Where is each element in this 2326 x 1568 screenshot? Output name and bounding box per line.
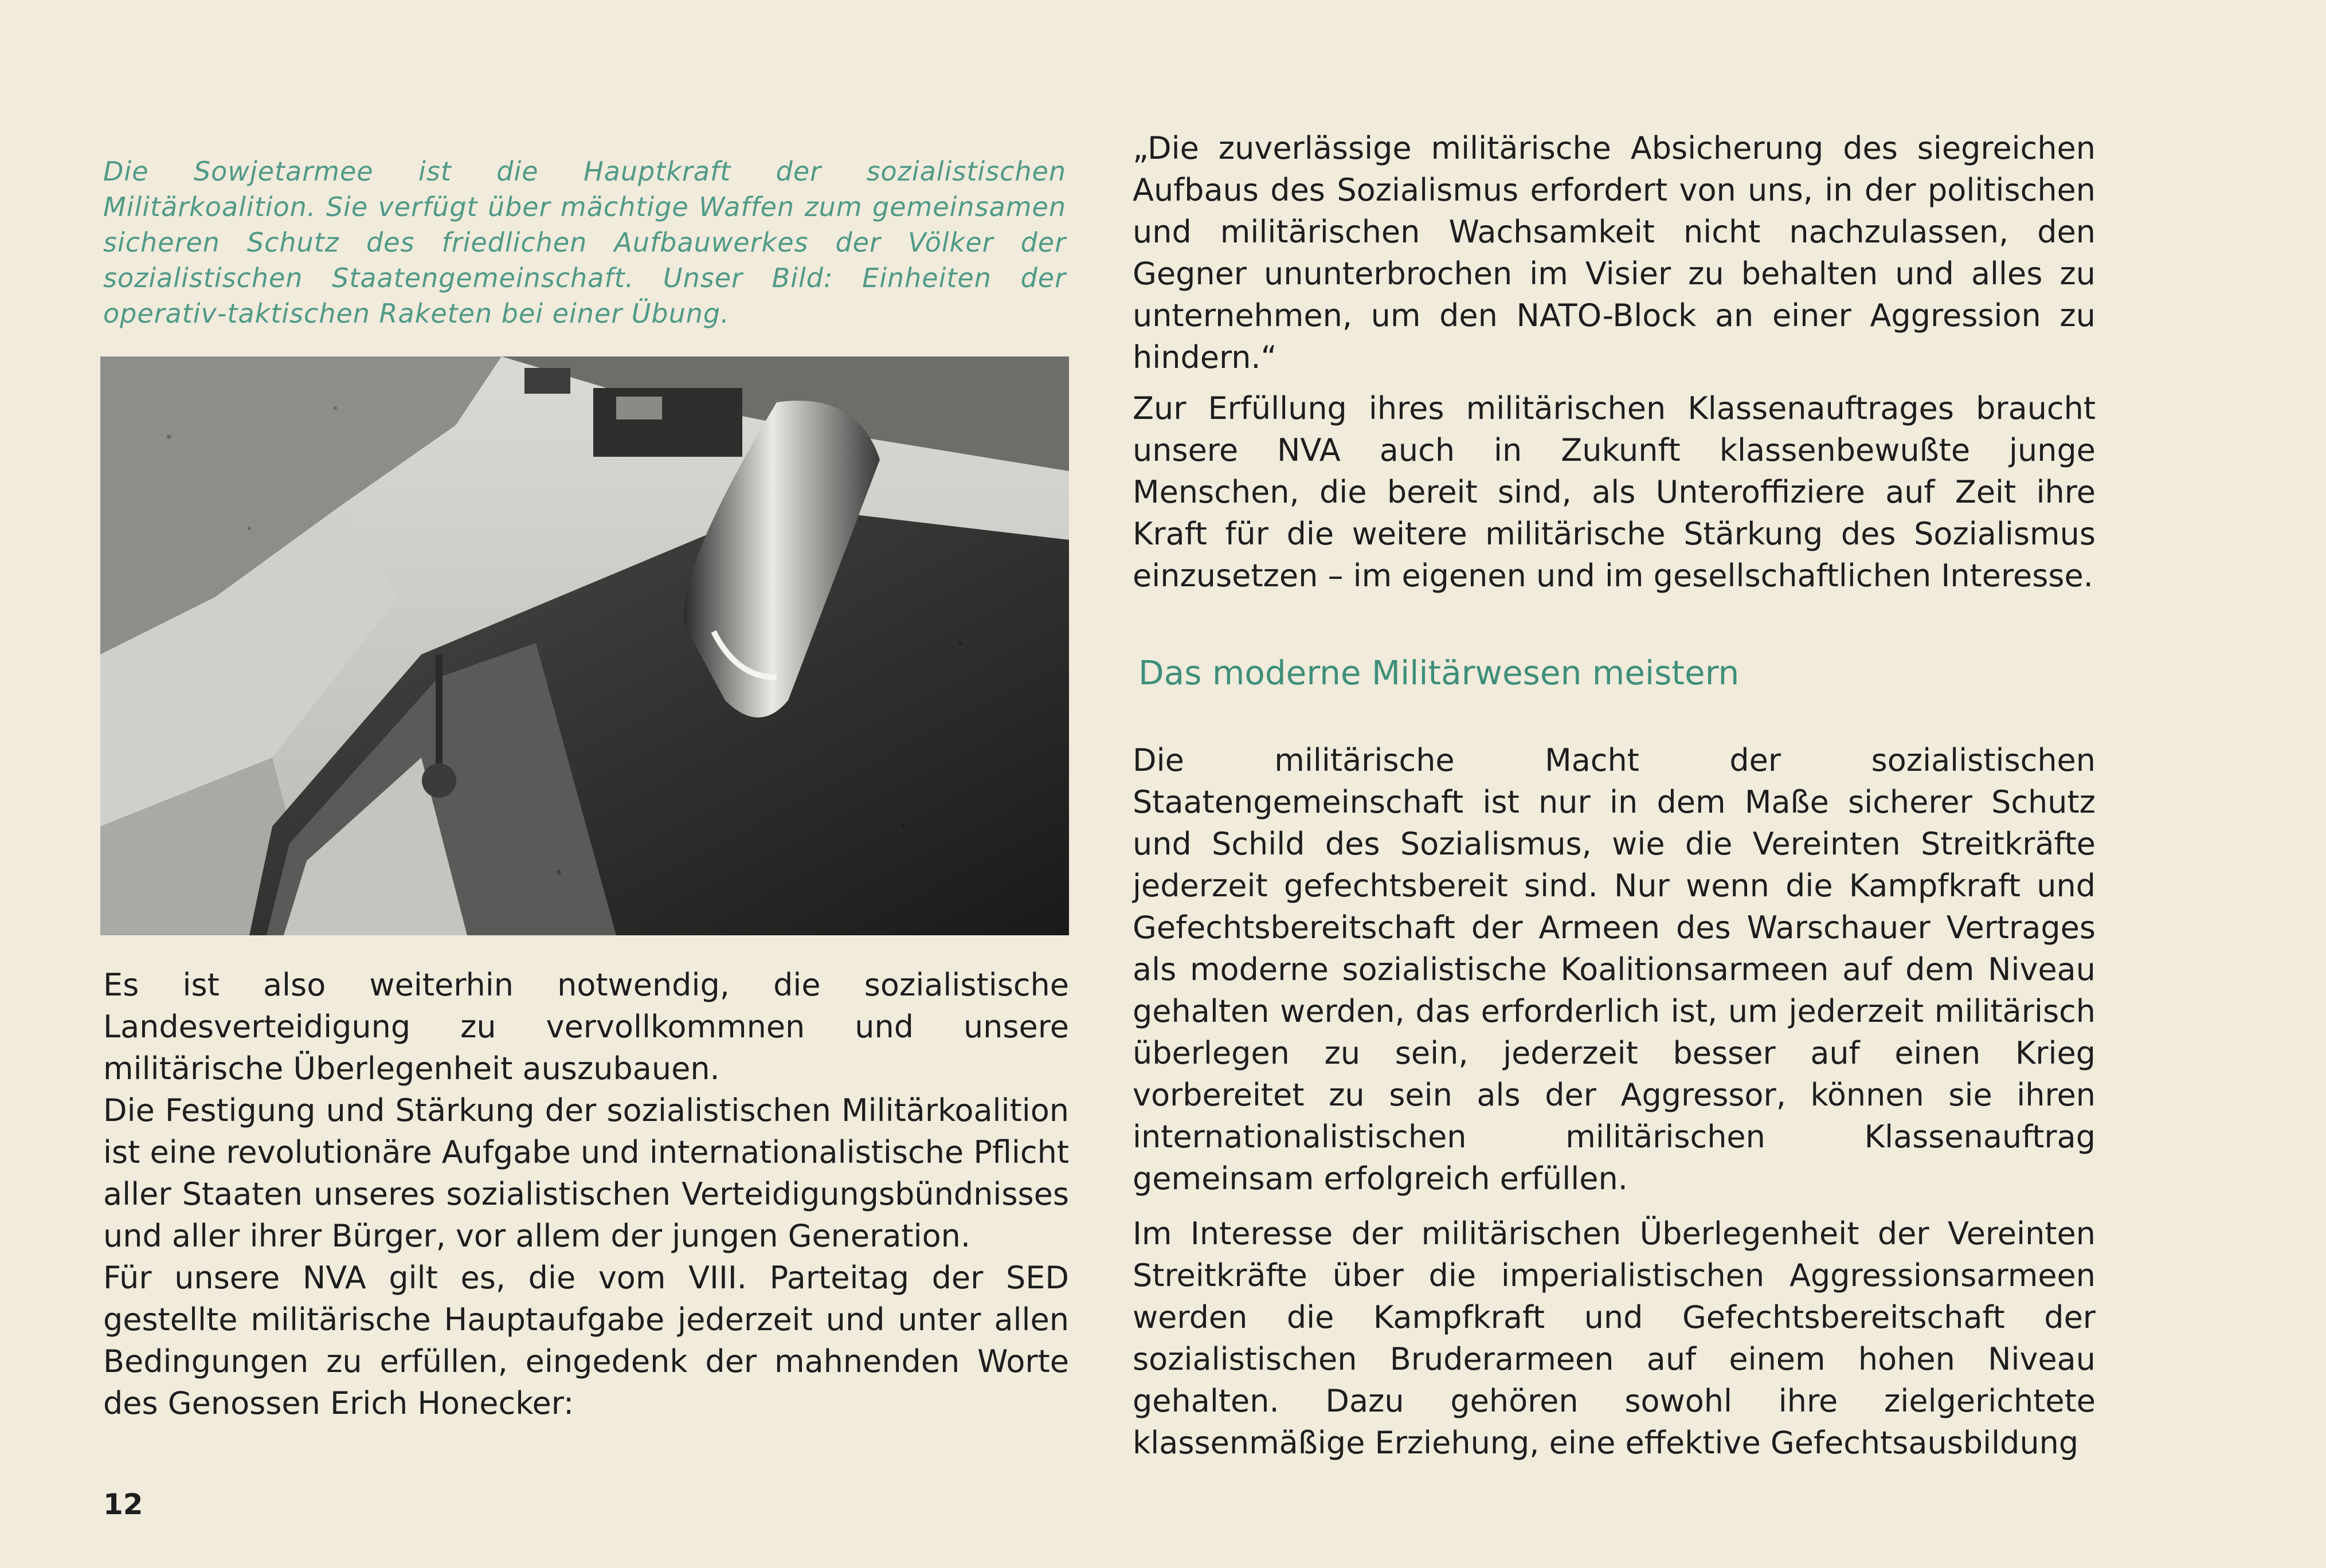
truck-icon (593, 388, 742, 457)
section-heading: Das moderne Militärwesen meistern (1138, 653, 1740, 692)
missile-photo (100, 356, 1069, 935)
right-paragraph-2: Zur Erfüllung ihres militärischen Klassenauftrages braucht unsere NVA auch in Zukunft klassenbewußte junge Menschen, die bereit sind, als Unteroffiziere auf Zeit ihre Kraft für die weitere militärische Stärkung des Sozialismus einzusetzen – im eigenen und im gesellschaftlichen Interesse. (1133, 390, 2096, 594)
left-paragraph-1: Es ist also weiterhin notwendig, die sozialistische Landesverteidigung zu vervollkommnen und unsere militärische Überlegenheit auszubauen. (103, 967, 1069, 1087)
honecker-quote: „Die zuverlässige militärische Absicherung des siegreichen Aufbaus des Sozialismus erfordert von uns, in der politischen und militärischen Wachsamkeit nicht nachzulassen, den Gegner ununterbrochen im Visier zu behalten und alles zu unternehmen, um den NATO-Block an einer Aggression zu hindern.“ (1133, 130, 2096, 375)
left-column (103, 964, 1069, 1424)
right-paragraph-4: Im Interesse der militärischen Überlegenheit der Vereinten Streitkräfte über die imperialistischen Aggressionsarmeen werden die Kampfkraft und Gefechtsbereitschaft der sozialistischen Bruderarmeen auf einem hohen Niveau gehalten. Dazu gehören sowohl ihre zielgerichtete klassenmäßige Erziehung, eine effektive Gefechtsausbildung (1133, 1216, 2096, 1461)
page-number: 12 (103, 1488, 143, 1521)
distant-vehicle-icon (524, 368, 570, 394)
photo-caption: Die Sowjetarmee ist die Hauptkraft der sozialistischen Militärkoalition. Sie verfügt über mächtige Waffen zum gemeinsamen sicheren Schutz des friedlichen Aufbauwerkes der Völker der sozialistischen Staatengemeinschaft. Unser Bild: Einheiten der operativ-taktischen Raketen bei einer Übung. (103, 156, 1066, 329)
left-paragraph-2: Die Festigung und Stärkung der sozialistischen Militärkoalition ist eine revolutionäre Aufgabe und internationalistische Pflicht aller Staaten unseres sozialistischen Verteidigungsbündnisses und aller ihrer Bürger, vor allem der jungen Generation. (103, 1092, 1069, 1254)
right-paragraph-3: Die militärische Macht der sozialistischen Staatengemeinschaft ist nur in dem Maße sicherer Schutz und Schild des Sozialismus, wie die Vereinten Streitkräfte jederzeit gefechtsbereit sind. Nur wenn die Kampfkraft und Gefechtsbereitschaft der Armeen des Warschauer Vertrages als moderne sozialistische Koalitionsarmeen auf dem Niveau gehalten werden, das erforderlich ist, um jederzeit militärisch überlegen zu sein, jederzeit besser auf einen Krieg vorbereitet zu sein als der Aggressor, können sie ihren internationalistischen militärischen Klassenauftrag gemeinsam erfolgreich erfüllen. (1133, 742, 2096, 1197)
left-paragraph-3: Für unsere NVA gilt es, die vom VIII. Parteitag der SED gestellte militärische Hauptaufgabe jederzeit und unter allen Bedingungen zu erfüllen, eingedenk der mahnenden Worte des Genossen Erich Honecker: (103, 1260, 1069, 1421)
